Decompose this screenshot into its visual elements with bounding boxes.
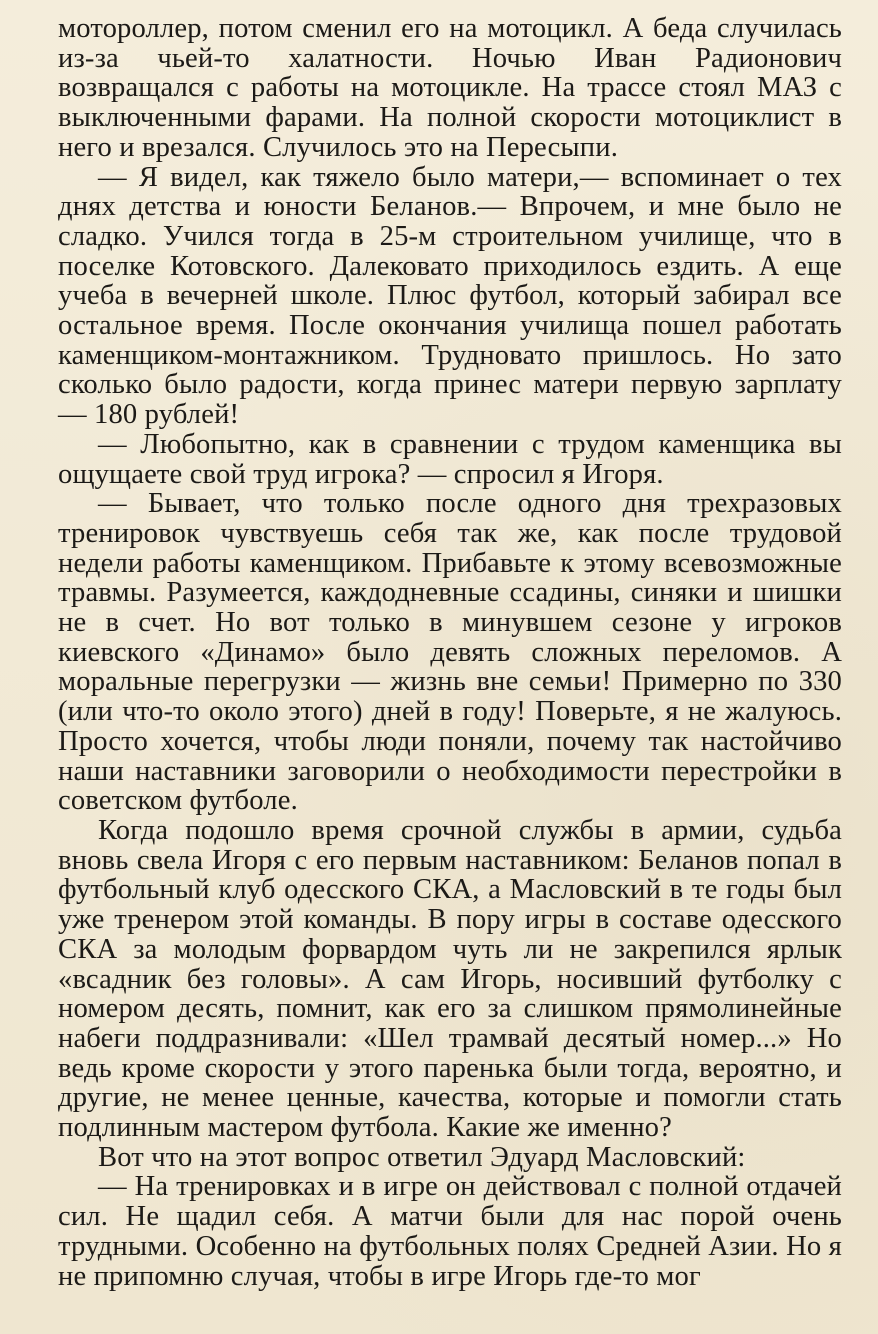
paragraph-4: — Бывает, что только после одного дня трехразовых тренировок чувствуешь себя так же, как после трудовой недели работы каменщиком. Прибавьте к этому всевозможные травмы. Разумеется, каждодневные ссадины, синяки и шишки не в счет. Но вот только в минувшем сезоне у игроков киевского «Динамо» было девять сложных переломов. А моральные перегрузки — жизнь вне семьи! Примерно по 330 (или что-то около этого) дней в году! Поверьте, я не жалуюсь. Просто хочется, чтобы люди поняли, почему так настойчиво наши наставники заговорили о необходимости перестройки в советском футболе. xyxy=(58,488,842,817)
paragraph-6: Вот что на этот вопрос ответил Эдуард Масловский: xyxy=(98,1141,746,1173)
paragraph-3: — Любопытно, как в сравнении с трудом каменщика вы ощущаете свой труд игрока? — спросил я Игоря. xyxy=(58,428,842,490)
paragraph-1: мотороллер, потом сменил его на мотоцикл. А беда случилась из-за чьей-то халатности. Ночью Иван Радионович возвращался с работы на мотоцикле. На трассе стоял МАЗ с выключенными фарами. На полной скорости мотоциклист в него и врезался. Случилось это на Пересыпи. xyxy=(58,13,842,163)
paragraph-2: — Я видел, как тяжело было матери,— вспоминает о тех днях детства и юности Беланов.— Впрочем, и мне было не сладко. Учился тогда в 25-м строительном училище, что в поселке Котовского. Далековато приходилось ездить. А еще учеба в вечерней школе. Плюс футбол, который забирал все остальное время. После окончания училища пошел работать каменщиком-монтажником. Трудновато пришлось. Но зато сколько было радости, когда принес матери первую зарплату — 180 рублей! xyxy=(58,161,842,431)
page-text xyxy=(58,14,842,1291)
paragraph-5: Когда подошло время срочной службы в армии, судьба вновь свела Игоря с его первым наставником: Беланов попал в футбольный клуб одесского СКА, а Масловский в те годы был уже тренером этой команды. В пору игры в составе одесского СКА за молодым форвардом чуть ли не закрепился ярлык «всадник без головы». А сам Игорь, носивший футболку с номером десять, помнит, как его за слишком прямолинейные набеги поддразнивали: «Шел трамвай десятый номер...» Но ведь кроме скорости у этого паренька были тогда, вероятно, и другие, не менее ценные, качества, которые и помогли стать подлинным мастером футбола. Какие же именно? xyxy=(58,814,842,1144)
paragraph-7: — На тренировках и в игре он действовал с полной отдачей сил. Не щадил себя. А матчи были для нас порой очень трудными. Особенно на футбольных полях Средней Азии. Но я не припомню случая, чтобы в игре Игорь где-то мог xyxy=(58,1171,842,1292)
